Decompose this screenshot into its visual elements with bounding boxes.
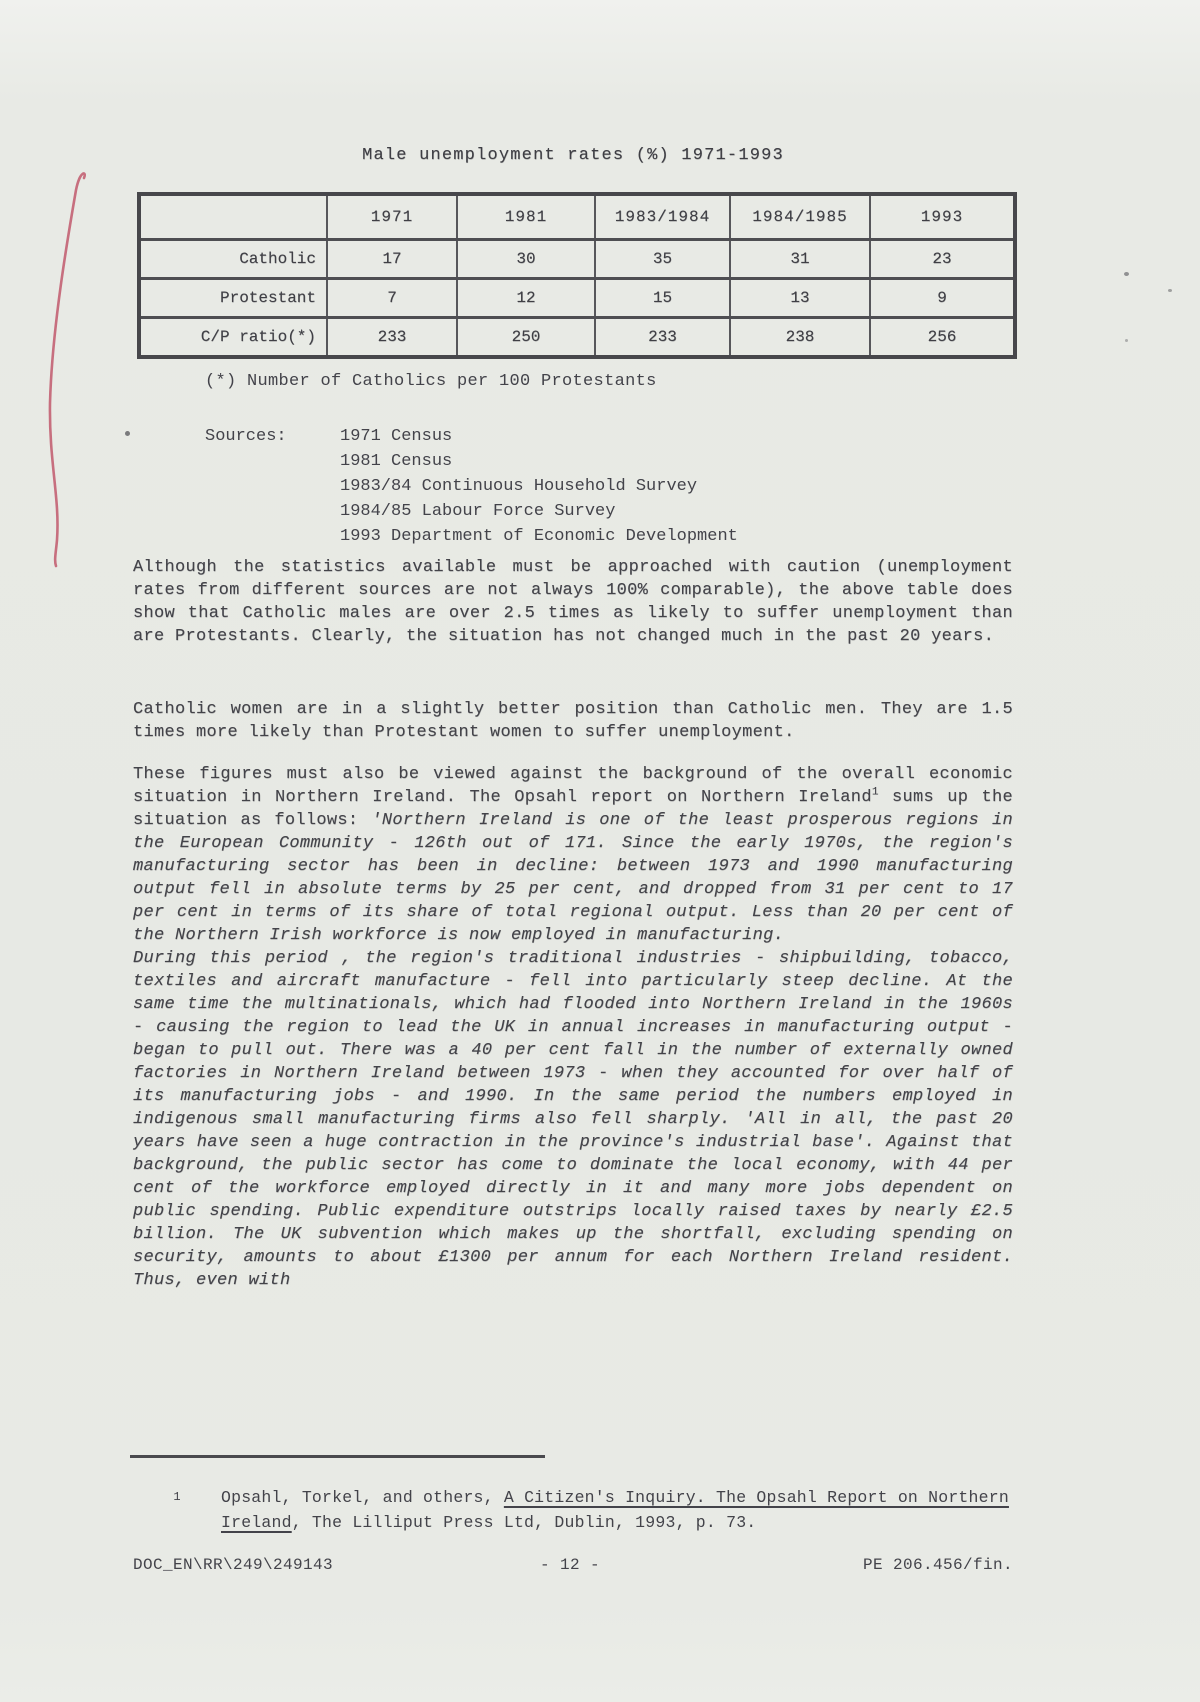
table-cell: 17 xyxy=(327,240,457,279)
table-row xyxy=(139,279,1015,318)
column-header: 1981 xyxy=(457,194,595,240)
table-row xyxy=(139,240,1015,279)
table-cell: 31 xyxy=(730,240,870,279)
table-cell: 233 xyxy=(595,318,730,358)
source-item: 1971 Census xyxy=(340,427,453,446)
table-header xyxy=(139,194,1015,240)
column-header: 1983/1984 xyxy=(595,194,730,240)
table-cell: 238 xyxy=(730,318,870,358)
footnote-text xyxy=(221,1485,1013,1535)
row-label: Catholic xyxy=(139,240,327,279)
sources-list xyxy=(340,424,738,549)
table-cell: 30 xyxy=(457,240,595,279)
text-segment: During this period , the region's traditional industries - shipbuilding, tobacco, textiles and aircraft manufacture - fell into particularly steep decline. At the same time the multinationals, which had flooded into Northern Ireland in the 1960s - causing the region to lead the UK in annual increases in manufacturing output - began to pull out. There was a 40 per cent fall in the number of externally owned factories in Northern Ireland between 1973 - when they accounted for over half of its manufacturing jobs - and 1990. In the same period the numbers employed in indigenous small manufacturing firms also fell sharply. 'All in all, the past 20 years have seen a huge contraction in the province's industrial base'. Against that background, the public sector has come to dominate the local economy, with 44 per cent of the workforce employed directly in it and many more jobs dependent on public spending. Public expenditure outstrips locally raised taxes by nearly £2.5 billion. The UK subvention which makes up the shortfall, excluding spending on security, amounts to about £1300 per annum for each Northern Ireland resident. Thus, even with xyxy=(133,949,1013,1290)
column-header: 1984/1985 xyxy=(730,194,870,240)
row-label: Protestant xyxy=(139,279,327,318)
source-item: 1981 Census xyxy=(340,452,453,471)
paragraph-block-2 xyxy=(133,698,1013,744)
table-cell: 13 xyxy=(730,279,870,318)
table-cell: 233 xyxy=(327,318,457,358)
source-item: 1984/85 Labour Force Survey xyxy=(340,502,616,521)
column-header: 1993 xyxy=(870,194,1015,240)
paragraph xyxy=(133,698,1013,744)
text-segment: Catholic women are in a slightly better position than Catholic men. They are 1.5 times more likely than Protestant women to suffer unemployment. xyxy=(133,700,1013,742)
footnote xyxy=(133,1485,1013,1535)
sources-label: Sources: xyxy=(205,427,287,446)
ink-speck xyxy=(1125,339,1128,342)
text-segment: Opsahl, Torkel, and others, xyxy=(221,1488,504,1507)
footer-pe-reference: PE 206.456/fin. xyxy=(862,1556,1013,1574)
unemployment-table xyxy=(137,192,1017,359)
paragraph xyxy=(133,556,1013,648)
footnote-marker: 1 xyxy=(173,1490,181,1504)
table-cell: 23 xyxy=(870,240,1015,279)
text-segment: These figures must also be viewed against the background of the overall economic situation in Northern Ireland. The Opsahl report on Northern Ireland xyxy=(133,765,1013,807)
table-cell: 7 xyxy=(327,279,457,318)
text-segment: A Citizen's Inquiry. The Opsahl Report on Northern Ireland xyxy=(221,1488,1009,1532)
table-header-row xyxy=(139,194,1015,240)
page-footer xyxy=(133,1556,1013,1574)
source-item: 1983/84 Continuous Household Survey xyxy=(340,477,698,496)
table-cell: 12 xyxy=(457,279,595,318)
column-header: 1971 xyxy=(327,194,457,240)
page-title: Male unemployment rates (%) 1971-1993 xyxy=(362,146,784,165)
table-cell: 250 xyxy=(457,318,595,358)
table-body xyxy=(139,240,1015,358)
ink-speck xyxy=(1168,289,1172,292)
footer-doc-reference: DOC_EN\RR\249\249143 xyxy=(133,1556,334,1574)
text-segment: , The Lilliput Press Ltd, Dublin, 1993, p. 73. xyxy=(291,1513,757,1532)
red-pen-mark xyxy=(40,168,100,568)
table-cell: 256 xyxy=(870,318,1015,358)
table-row xyxy=(139,318,1015,358)
table-footnote: (*) Number of Catholics per 100 Protestants xyxy=(205,372,657,391)
table-cell: 35 xyxy=(595,240,730,279)
paragraph-block-1 xyxy=(133,556,1013,648)
footer-page-number: - 12 - xyxy=(539,1556,600,1574)
paragraph-block-3 xyxy=(133,763,1013,1292)
footnote-reference: 1 xyxy=(871,786,879,799)
ink-speck xyxy=(125,431,130,436)
paragraph xyxy=(133,763,1013,947)
paragraph xyxy=(133,947,1013,1292)
text-segment: sums up the situation as follows: xyxy=(133,788,1013,830)
text-segment: 'Northern Ireland is one of the least prosperous regions in the European Community - 126th out of 171. Since the early 1970s, the region's manufacturing sector has been in decline: between 1973 and 1990 manufacturing output fell in absolute terms by 25 per cent, and dropped from 31 per cent to 17 per cent in terms of its share of total regional output. Less than 20 per cent of the Northern Irish workforce is now employed in manufacturing. xyxy=(133,811,1013,945)
table-cell: 15 xyxy=(595,279,730,318)
row-label: C/P ratio(*) xyxy=(139,318,327,358)
source-item: 1993 Department of Economic Development xyxy=(340,527,738,546)
table-cell: 9 xyxy=(870,279,1015,318)
ink-speck xyxy=(1124,272,1129,276)
text-segment: Although the statistics available must be approached with caution (unemployment rates from different sources are not always 100% comparable), the above table does show that Catholic males are over 2.5 times as likely to suffer unemployment than are Protestants. Clearly, the situation has not changed much in the past 20 years. xyxy=(133,558,1013,646)
footnote-rule xyxy=(130,1455,545,1458)
table-corner-cell xyxy=(139,194,327,240)
sources-block xyxy=(205,424,1015,549)
